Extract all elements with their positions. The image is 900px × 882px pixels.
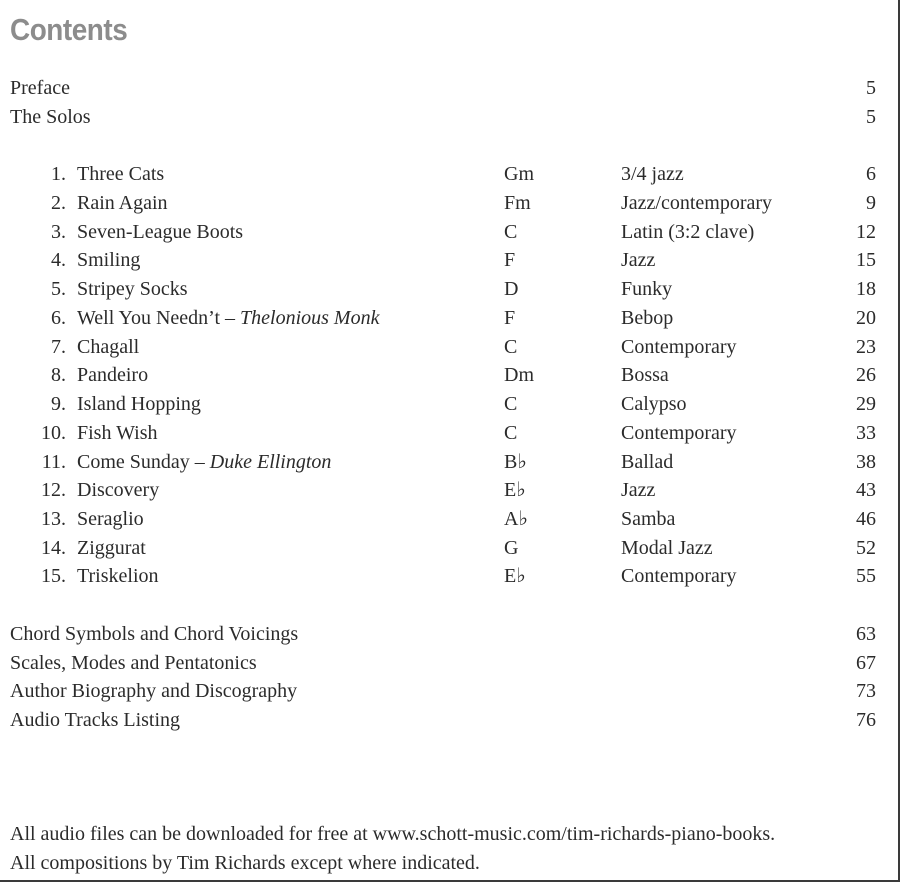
toc-entry-title: Audio Tracks Listing [10, 709, 181, 731]
solo-style: Jazz [621, 249, 656, 271]
solo-number: 5. [51, 278, 66, 300]
solo-style: Jazz/contemporary [621, 192, 773, 214]
toc-entry-title: The Solos [10, 106, 91, 128]
solo-page: 55 [856, 565, 876, 587]
solo-page: 18 [856, 278, 876, 300]
solo-title: Seven-League Boots [77, 221, 244, 243]
solo-number: 10. [41, 422, 66, 444]
solo-key: Fm [504, 192, 531, 214]
solo-number: 13. [41, 508, 66, 530]
toc-entry-the-solos[interactable] [0, 104, 900, 130]
solo-style: Contemporary [621, 565, 737, 587]
solo-title: Pandeiro [77, 364, 149, 386]
solo-title: Well You Needn’t – [77, 307, 241, 329]
solo-title: Three Cats [77, 163, 165, 185]
solo-key: Dm [504, 364, 534, 386]
solo-row[interactable] [0, 362, 900, 388]
solo-number: 11. [41, 451, 66, 473]
solo-row[interactable] [0, 420, 900, 446]
solo-row[interactable] [0, 305, 900, 331]
solo-page: 6 [866, 163, 876, 185]
solo-key: D [504, 278, 519, 300]
solo-row[interactable] [0, 506, 900, 532]
solo-key: C [504, 336, 518, 358]
solo-title: Island Hopping [77, 393, 201, 415]
solo-style: Samba [621, 508, 676, 530]
solo-key: Gm [504, 163, 534, 185]
solo-key: C [504, 221, 518, 243]
solo-number: 7. [51, 336, 66, 358]
solo-title: Rain Again [77, 192, 168, 214]
toc-entry-page: 63 [856, 623, 876, 645]
toc-entry-page: 73 [856, 680, 876, 702]
solo-row[interactable] [0, 535, 900, 561]
solo-number: 12. [41, 479, 66, 501]
solo-page: 38 [856, 451, 876, 473]
solo-key: C [504, 422, 518, 444]
toc-entry-title: Preface [10, 77, 70, 99]
toc-entry-author-biography[interactable] [0, 678, 900, 704]
solo-title: Fish Wish [77, 422, 158, 444]
toc-entry-preface[interactable] [0, 75, 900, 101]
solo-page: 20 [856, 307, 876, 329]
solo-number: 3. [51, 221, 66, 243]
solo-title: Chagall [77, 336, 140, 358]
solo-style: Ballad [621, 451, 674, 473]
solo-key: F [504, 249, 516, 271]
toc-entry-page: 67 [856, 652, 876, 674]
solo-style: Bossa [621, 364, 669, 386]
solo-row[interactable] [0, 161, 900, 187]
solo-title: Seraglio [77, 508, 144, 530]
solo-row[interactable] [0, 219, 900, 245]
solo-page: 29 [856, 393, 876, 415]
solo-page: 52 [856, 537, 876, 559]
toc-entry-title: Scales, Modes and Pentatonics [10, 652, 257, 674]
solo-page: 9 [866, 192, 876, 214]
solo-style: Bebop [621, 307, 674, 329]
solo-style: Contemporary [621, 336, 737, 358]
solo-row[interactable] [0, 477, 900, 503]
solo-number: 8. [51, 364, 66, 386]
solo-key: G [504, 537, 519, 559]
solo-style: Modal Jazz [621, 537, 713, 559]
solo-title: Come Sunday – [77, 451, 210, 473]
toc-entry-page: 5 [866, 106, 876, 128]
solo-row[interactable] [0, 449, 900, 475]
solo-page: 43 [856, 479, 876, 501]
solo-page: 46 [856, 508, 876, 530]
toc-entry-title: Chord Symbols and Chord Voicings [10, 623, 299, 645]
solo-page: 12 [856, 221, 876, 243]
toc-entry-page: 5 [866, 77, 876, 99]
solo-number: 9. [51, 393, 66, 415]
toc-entry-scales[interactable] [0, 650, 900, 676]
page-title: Contents [10, 12, 128, 47]
solo-style: Funky [621, 278, 673, 300]
solo-title: Smiling [77, 249, 141, 271]
solo-style: Contemporary [621, 422, 737, 444]
solo-key: E♭ [504, 565, 526, 587]
solo-page: 23 [856, 336, 876, 358]
solo-page: 15 [856, 249, 876, 271]
solo-style: Jazz [621, 479, 656, 501]
toc-entry-title: Author Biography and Discography [10, 680, 298, 702]
toc-entry-audio-tracks[interactable] [0, 707, 900, 733]
solo-key: B♭ [504, 451, 527, 473]
solo-title: Ziggurat [77, 537, 146, 559]
solo-composer: Duke Ellington [209, 451, 332, 473]
footer-audio-note: All audio files can be downloaded for free at www.schott-music.com/tim-richards-piano-books. [10, 823, 776, 845]
solo-style: 3/4 jazz [621, 163, 684, 185]
solo-key: E♭ [504, 479, 526, 501]
toc-entry-page: 76 [856, 709, 876, 731]
solo-row[interactable] [0, 247, 900, 273]
solo-row[interactable] [0, 391, 900, 417]
solo-composer: Thelonious Monk [240, 307, 380, 329]
solo-key: F [504, 307, 516, 329]
solo-page: 26 [856, 364, 876, 386]
solo-number: 15. [41, 565, 66, 587]
toc-entry-chord-symbols[interactable] [0, 621, 900, 647]
solo-number: 1. [51, 163, 66, 185]
solo-style: Calypso [621, 393, 687, 415]
solo-row[interactable] [0, 190, 900, 216]
solo-number: 4. [51, 249, 66, 271]
solo-row[interactable] [0, 563, 900, 589]
solo-key: C [504, 393, 518, 415]
solo-title: Stripey Socks [77, 278, 188, 300]
solo-title: Triskelion [77, 565, 159, 587]
solo-row[interactable] [0, 334, 900, 360]
solo-number: 2. [51, 192, 66, 214]
solo-title: Discovery [77, 479, 160, 501]
solo-page: 33 [856, 422, 876, 444]
solo-style: Latin (3:2 clave) [621, 221, 755, 243]
solo-number: 6. [51, 307, 66, 329]
solo-number: 14. [41, 537, 66, 559]
footer-compositions-note: All compositions by Tim Richards except where indicated. [10, 852, 480, 874]
solo-row[interactable] [0, 276, 900, 302]
solo-key: A♭ [504, 508, 528, 530]
